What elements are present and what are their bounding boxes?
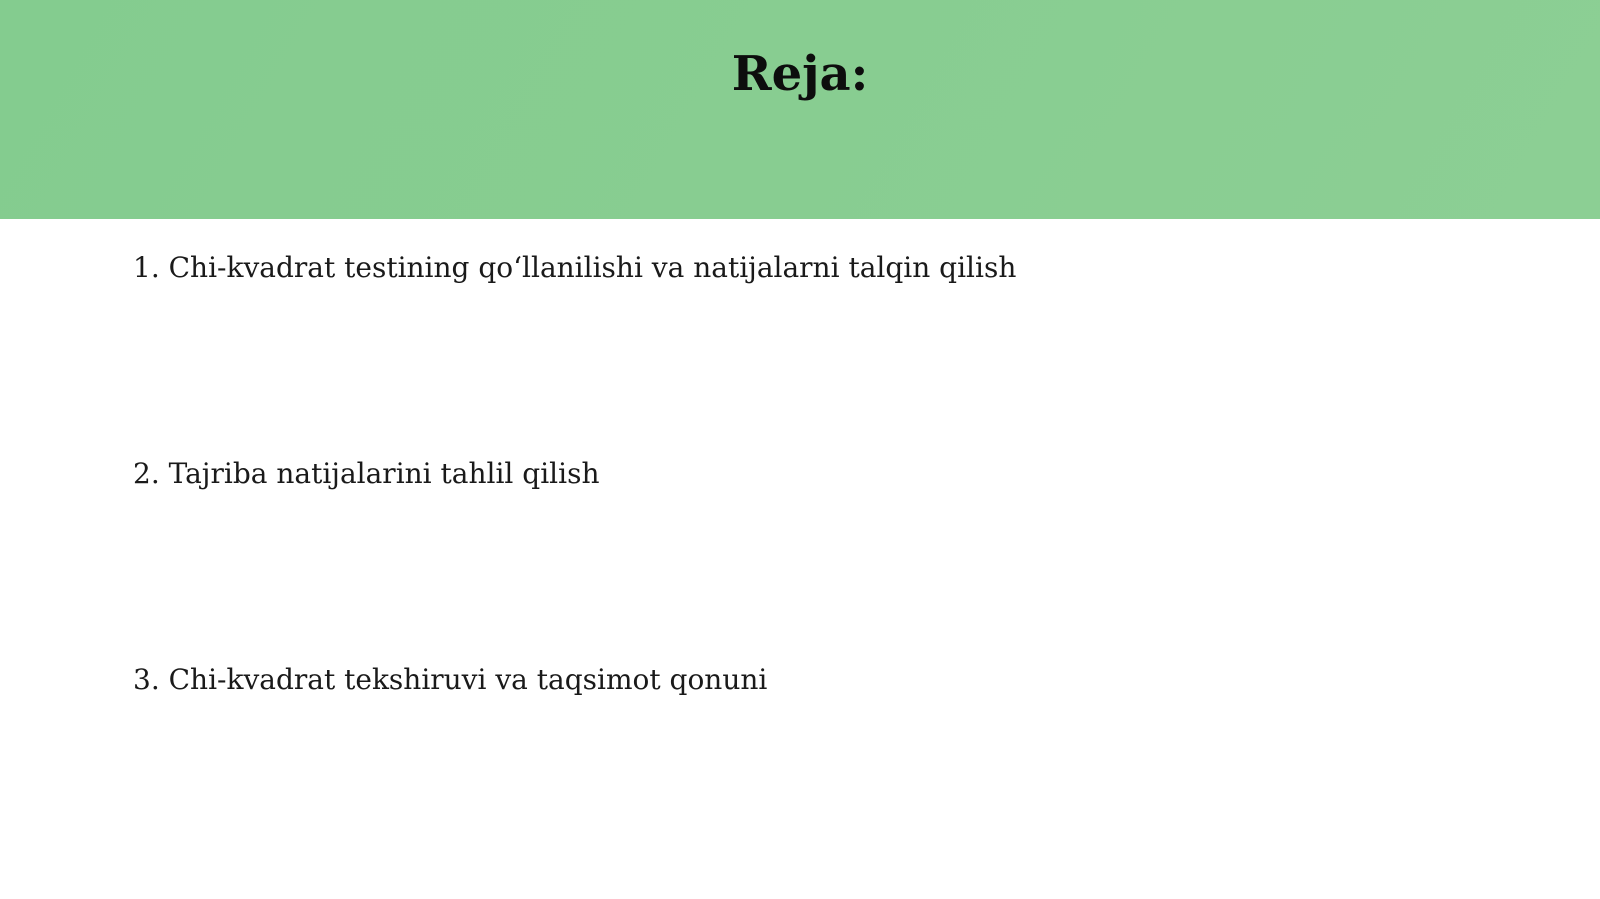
slide-title: Reja: (731, 46, 869, 102)
plan-item-1: 1. Chi-kvadrat testining qo‘llanilishi va natijalarni talqin qilish (133, 251, 1017, 284)
header-band (0, 0, 1600, 219)
plan-list (133, 244, 1016, 704)
plan-item-2: 2. Tajriba natijalarini tahlil qilish (133, 457, 600, 490)
plan-item-3: 3. Chi-kvadrat tekshiruvi va taqsimot qonuni (133, 663, 768, 696)
